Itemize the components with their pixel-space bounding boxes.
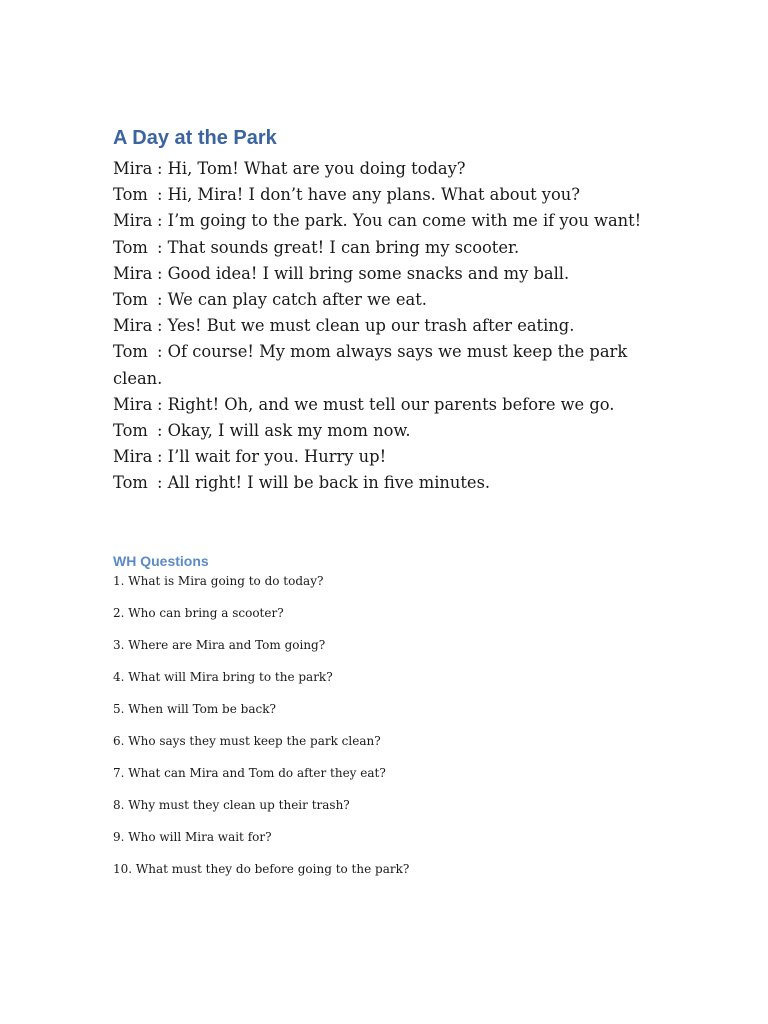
dialogue-line: Tom : That sounds great! I can bring my scooter. <box>113 235 653 261</box>
question-item: 4. What will Mira bring to the park? <box>113 669 333 684</box>
question-item: 3. Where are Mira and Tom going? <box>113 637 326 652</box>
questions-heading: WH Questions <box>113 552 209 569</box>
dialogue-line: Mira : Hi, Tom! What are you doing today? <box>113 156 653 182</box>
question-item: 10. What must they do before going to the park? <box>113 861 410 876</box>
speaker-name: Tom <box>113 290 148 310</box>
dialogue-line: Mira : I’m going to the park. You can come with me if you want! <box>113 208 653 234</box>
dialogue-line: Mira : Right! Oh, and we must tell our parents before we go. <box>113 392 653 418</box>
dialogue-text: I’m going to the park. You can come with me if you want! <box>167 211 642 231</box>
speaker-name: Tom <box>113 473 148 493</box>
speaker-name: Mira <box>113 263 153 283</box>
dialogue-text: Good idea! I will bring some snacks and my ball. <box>167 263 570 283</box>
dialogue-text: Hi, Mira! I don’t have any plans. What about you? <box>167 185 581 205</box>
question-item: 8. Why must they clean up their trash? <box>113 797 350 812</box>
question-item: 7. What can Mira and Tom do after they eat? <box>113 765 386 780</box>
question-item: 2. Who can bring a scooter? <box>113 605 284 620</box>
document-page <box>113 124 653 893</box>
dialogue-text: Of course! My mom always says we must keep the park clean. <box>113 342 628 388</box>
dialogue-line: Mira : Good idea! I will bring some snacks and my ball. <box>113 261 653 287</box>
speaker-name: Mira <box>113 159 153 178</box>
dialogue-text: We can play catch after we eat. <box>167 290 427 310</box>
dialogue-line: Tom : We can play catch after we eat. <box>113 287 653 313</box>
speaker-name: Mira <box>113 447 153 467</box>
speaker-name: Tom <box>113 342 148 362</box>
dialogue-text: That sounds great! I can bring my scooter. <box>167 237 520 257</box>
dialogue <box>113 156 653 497</box>
dialogue-line: Tom : All right! I will be back in five minutes. <box>113 470 653 496</box>
dialogue-line: Tom : Hi, Mira! I don’t have any plans. What about you? <box>113 182 653 208</box>
speaker-name: Mira <box>113 394 153 414</box>
question-item: 5. When will Tom be back? <box>113 701 276 716</box>
speaker-name: Mira <box>113 211 153 231</box>
dialogue-line: Mira : I’ll wait for you. Hurry up! <box>113 444 653 470</box>
dialogue-text: Hi, Tom! What are you doing today? <box>167 159 466 178</box>
dialogue-text: All right! I will be back in five minutes. <box>167 473 491 493</box>
dialogue-line: Tom : Okay, I will ask my mom now. <box>113 418 653 444</box>
dialogue-text: Right! Oh, and we must tell our parents before we go. <box>167 394 615 414</box>
question-item: 9. Who will Mira wait for? <box>113 829 272 844</box>
document-title: A Day at the Park <box>113 127 277 149</box>
speaker-name: Tom <box>113 237 148 257</box>
dialogue-text: Okay, I will ask my mom now. <box>167 421 411 441</box>
speaker-name: Tom <box>113 185 148 205</box>
question-item: 6. Who says they must keep the park clean? <box>113 733 381 748</box>
dialogue-line: Tom : Of course! My mom always says we must keep the park clean. <box>113 339 653 391</box>
questions-list <box>113 573 653 877</box>
dialogue-line: Mira : Yes! But we must clean up our trash after eating. <box>113 313 653 339</box>
speaker-name: Mira <box>113 316 153 336</box>
question-item: 1. What is Mira going to do today? <box>113 573 324 588</box>
speaker-name: Tom <box>113 421 148 441</box>
dialogue-text: I’ll wait for you. Hurry up! <box>167 447 387 467</box>
dialogue-text: Yes! But we must clean up our trash after eating. <box>167 316 575 336</box>
